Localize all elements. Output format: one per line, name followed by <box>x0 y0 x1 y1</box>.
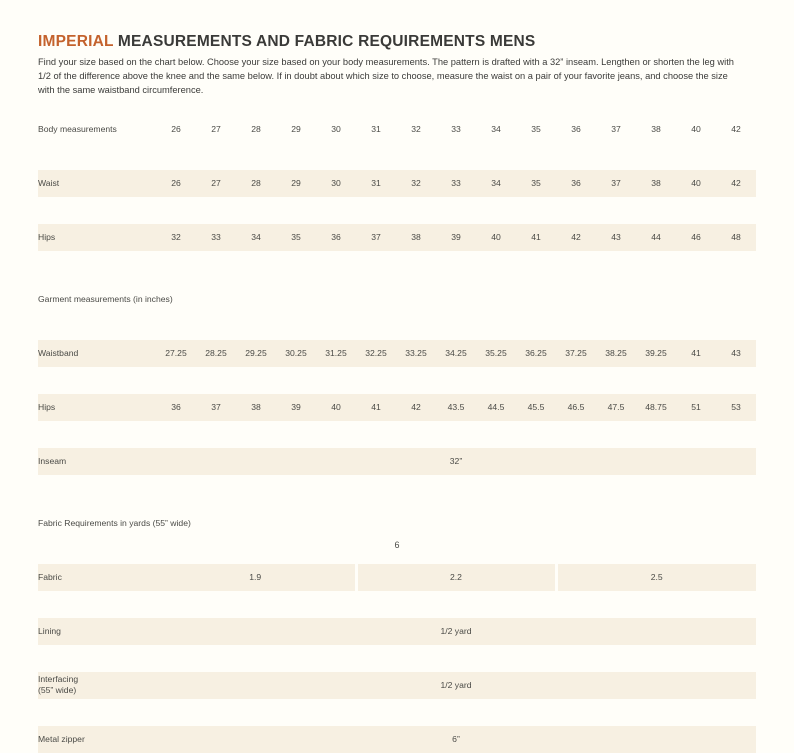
cell: 33 <box>436 170 476 197</box>
cell: 38 <box>236 394 276 421</box>
cell: 48.75 <box>636 394 676 421</box>
cell: 32 <box>156 224 196 251</box>
cell: 27.25 <box>156 340 196 367</box>
page-number: 6 <box>394 540 400 550</box>
cell: 35.25 <box>476 340 516 367</box>
size-header-cell: 34 <box>491 124 501 135</box>
size-header-cell: 42 <box>731 124 741 135</box>
cell: 38 <box>636 170 676 197</box>
row-label-interfacing-line2: (55” wide) <box>38 685 77 696</box>
table-row <box>38 726 756 753</box>
cell: 36 <box>316 224 356 251</box>
cell: 41 <box>356 394 396 421</box>
row-label-hips: Hips <box>38 224 156 251</box>
table-spacer <box>38 421 756 448</box>
table-row <box>38 618 756 645</box>
cell: 30 <box>316 170 356 197</box>
cell-fabric-2: 2.2 <box>356 564 556 591</box>
cell: 47.5 <box>596 394 636 421</box>
row-label-lining: Lining <box>38 618 156 645</box>
garment-measurements-header-label: Garment measurements (in inches) <box>38 294 173 305</box>
row-label-hips: Hips <box>38 394 156 421</box>
page-title-rest: MEASUREMENTS AND FABRIC REQUIREMENTS MENS <box>117 33 536 50</box>
row-label-fabric: Fabric <box>38 564 156 591</box>
page-title-highlight: IMPERIAL <box>38 33 114 50</box>
cell: 36 <box>156 394 196 421</box>
size-header-cell: 40 <box>691 124 701 135</box>
cell-inseam-value: 32” <box>156 448 756 475</box>
table-spacer <box>38 699 756 726</box>
cell: 46.5 <box>556 394 596 421</box>
table-row <box>38 170 756 197</box>
size-header-cell: 27 <box>211 124 221 135</box>
table-row-header <box>38 510 756 537</box>
cell: 39.25 <box>636 340 676 367</box>
cell: 31 <box>356 170 396 197</box>
cell: 28 <box>236 170 276 197</box>
size-header-cell: 37 <box>611 124 621 135</box>
cell: 44.5 <box>476 394 516 421</box>
cell: 32 <box>396 170 436 197</box>
row-label-interfacing-line1: Interfacing <box>38 674 79 685</box>
cell: 43 <box>716 340 756 367</box>
cell: 38.25 <box>596 340 636 367</box>
cell: 44 <box>636 224 676 251</box>
cell: 36 <box>556 170 596 197</box>
table-row <box>38 448 756 475</box>
cell: 30.25 <box>276 340 316 367</box>
body-measurements-table <box>38 116 756 251</box>
cell: 39 <box>436 224 476 251</box>
table-row <box>38 340 756 367</box>
table-row-header <box>38 286 756 313</box>
table-row-header <box>38 116 756 143</box>
size-header-cell: 26 <box>171 124 181 135</box>
cell: 39 <box>276 394 316 421</box>
cell: 48 <box>716 224 756 251</box>
cell: 38 <box>396 224 436 251</box>
row-label-waistband: Waistband <box>38 340 156 367</box>
cell: 33.25 <box>396 340 436 367</box>
table-spacer <box>38 483 756 510</box>
cell: 34 <box>236 224 276 251</box>
cell: 45.5 <box>516 394 556 421</box>
table-row <box>38 564 756 591</box>
cell: 46 <box>676 224 716 251</box>
size-header-cell: 28 <box>251 124 261 135</box>
row-label-waist: Waist <box>38 170 156 197</box>
cell: 40 <box>676 170 716 197</box>
cell: 41 <box>676 340 716 367</box>
page-content <box>38 33 756 753</box>
size-header-cell: 31 <box>371 124 381 135</box>
cell: 33 <box>196 224 236 251</box>
table-row <box>38 224 756 251</box>
table-spacer <box>38 197 756 224</box>
cell: 37 <box>196 394 236 421</box>
cell: 43.5 <box>436 394 476 421</box>
size-header-cell: 29 <box>291 124 301 135</box>
cell: 51 <box>676 394 716 421</box>
cell: 26 <box>156 170 196 197</box>
cell: 27 <box>196 170 236 197</box>
cell: 28.25 <box>196 340 236 367</box>
size-header-cell: 30 <box>331 124 341 135</box>
cell: 37 <box>356 224 396 251</box>
table-spacer <box>38 367 756 394</box>
cell-fabric-1: 1.9 <box>156 564 356 591</box>
cell: 40 <box>476 224 516 251</box>
fabric-requirements-header-label: Fabric Requirements in yards (55” wide) <box>38 518 191 529</box>
cell: 34 <box>476 170 516 197</box>
cell: 35 <box>516 170 556 197</box>
cell: 35 <box>276 224 316 251</box>
cell: 42 <box>716 170 756 197</box>
cell: 37 <box>596 170 636 197</box>
table-spacer <box>38 143 756 170</box>
cell: 29.25 <box>236 340 276 367</box>
size-header-cell: 36 <box>571 124 581 135</box>
size-header-cell: 33 <box>451 124 461 135</box>
cell-fabric-3: 2.5 <box>556 564 756 591</box>
size-header-cell: 32 <box>411 124 421 135</box>
table-row <box>38 672 756 699</box>
cell-lining-value: 1/2 yard <box>156 618 756 645</box>
cell: 53 <box>716 394 756 421</box>
intro-paragraph: Find your size based on the chart below. Choose your size based on your body measurements. The pattern is drafted with a 32” inseam. Lengthen or shorten the leg with 1/2 of the difference above the knee and the same below. If in doubt about which size to choose, measure the waist on a pair of your favorite jeans, and choose the size with the same waistband circumference. <box>38 57 734 96</box>
cell: 29 <box>276 170 316 197</box>
cell-interfacing-value: 1/2 yard <box>156 672 756 699</box>
body-measurements-header-label: Body measurements <box>38 124 117 135</box>
cell: 42 <box>396 394 436 421</box>
cell: 34.25 <box>436 340 476 367</box>
cell: 32.25 <box>356 340 396 367</box>
table-spacer <box>38 259 756 286</box>
table-spacer <box>38 313 756 340</box>
fabric-requirements-table <box>38 483 756 753</box>
cell: 42 <box>556 224 596 251</box>
table-spacer <box>38 591 756 618</box>
row-label-metal-zipper: Metal zipper <box>38 726 156 753</box>
cell: 36.25 <box>516 340 556 367</box>
page-title <box>38 33 756 51</box>
cell: 31.25 <box>316 340 356 367</box>
row-label-interfacing <box>38 672 156 699</box>
cell: 37.25 <box>556 340 596 367</box>
row-label-inseam: Inseam <box>38 448 156 475</box>
cell: 43 <box>596 224 636 251</box>
cell-metal-zipper-value: 6” <box>156 726 756 753</box>
cell: 41 <box>516 224 556 251</box>
cell: 40 <box>316 394 356 421</box>
size-header-cell: 38 <box>651 124 661 135</box>
table-spacer <box>38 645 756 672</box>
table-row <box>38 394 756 421</box>
size-header-cell: 35 <box>531 124 541 135</box>
garment-measurements-table <box>38 259 756 475</box>
